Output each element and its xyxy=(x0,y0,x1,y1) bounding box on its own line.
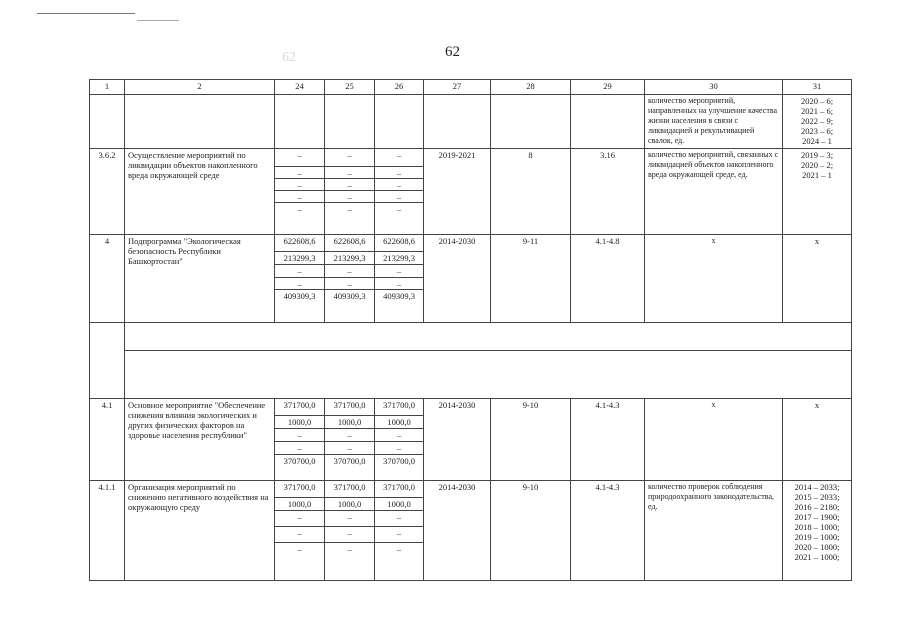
amount-cell-v24 xyxy=(275,95,325,149)
row-number-cell: 4.1.1 xyxy=(90,481,125,581)
amount-subcell: – xyxy=(396,544,402,554)
header-cell: 30 xyxy=(645,80,783,95)
amount-subcell: – xyxy=(275,191,324,203)
amount-sublist xyxy=(325,399,374,469)
amount-subcell: 1000,0 xyxy=(275,416,324,429)
amount-subcell: 213299,3 xyxy=(325,252,374,265)
amount-subcell: – xyxy=(375,191,423,203)
amount-sublist xyxy=(275,149,324,215)
amount-sublist xyxy=(275,235,324,304)
goal-cell: 9-10 xyxy=(491,481,571,581)
row-number-cell: 3.6.2 xyxy=(90,149,125,235)
blank-cell xyxy=(125,351,852,399)
amount-subcell: 371700,0 xyxy=(325,399,374,416)
amount-subcell: 1000,0 xyxy=(275,498,324,511)
amount-subcell: 1000,0 xyxy=(375,498,423,511)
period-cell: 2014-2030 xyxy=(424,481,491,581)
amount-subcell: – xyxy=(375,149,423,167)
indicator-cell: количество проверок соблюдения природоохранного законодательства, ед. xyxy=(645,481,783,581)
amount-subcell: – xyxy=(275,278,324,290)
amount-sublist xyxy=(275,399,324,469)
amount-sublist xyxy=(375,149,423,215)
table-row xyxy=(90,149,852,235)
amount-subcell: – xyxy=(325,265,374,278)
period-cell: 2014-2030 xyxy=(424,399,491,481)
blank-cell xyxy=(90,323,125,399)
amount-subcell: – xyxy=(375,278,423,290)
task-cell: 4.1-4.3 xyxy=(571,399,645,481)
blank-cell xyxy=(125,323,852,351)
row-number-cell xyxy=(90,95,125,149)
goal-cell: 9-11 xyxy=(491,235,571,323)
amount-cell-v24 xyxy=(275,399,325,481)
amount-cell-v26 xyxy=(375,399,424,481)
amount-subcell: 371700,0 xyxy=(275,399,324,416)
amount-subcell: – xyxy=(325,511,374,527)
amount-subcell: – xyxy=(375,511,423,527)
amount-subcell: – xyxy=(325,429,374,442)
bleed-through-page-number: 62 xyxy=(282,50,296,65)
amount-subcell: – xyxy=(347,544,352,554)
amount-sublist xyxy=(325,235,374,304)
amount-subcell: 370700,0 xyxy=(383,456,415,466)
row-name-cell: Подпрограмма "Экологическая безопасность Республики Башкортостан" xyxy=(125,235,275,323)
amount-cell-v24 xyxy=(275,149,325,235)
amount-subcell: – xyxy=(275,511,324,527)
blank-row xyxy=(90,351,852,399)
amount-sublist xyxy=(375,481,423,557)
amount-subcell: 371700,0 xyxy=(325,481,374,498)
header-cell: 25 xyxy=(325,80,375,95)
amount-subcell: – xyxy=(325,191,374,203)
amount-subcell: – xyxy=(325,442,374,455)
amount-subcell: – xyxy=(275,149,324,167)
amount-subcell: 622608,6 xyxy=(375,235,423,252)
table-row xyxy=(90,481,852,581)
amount-subcell: 622608,6 xyxy=(275,235,324,252)
amount-subcell: – xyxy=(297,544,302,554)
amount-subcell: 371700,0 xyxy=(375,399,423,416)
data-table xyxy=(89,79,852,581)
amount-subcell: 622608,6 xyxy=(325,235,374,252)
header-cell: 31 xyxy=(783,80,852,95)
indicator-values-cell: 2019 – 3; 2020 – 2; 2021 – 1 xyxy=(783,149,852,235)
amount-cell-v26 xyxy=(375,235,424,323)
blank-row xyxy=(90,323,852,351)
amount-sublist xyxy=(325,481,374,557)
top-rule xyxy=(37,13,135,14)
row-number-cell: 4 xyxy=(90,235,125,323)
indicator-values-cell: 2014 – 2033; 2015 – 2033; 2016 – 2180; 2017 – 1900; 2018 – 1000; 2019 – 1000; 2020 – 1000; 2021 – 1000; xyxy=(783,481,852,581)
amount-cell-v25 xyxy=(325,235,375,323)
amount-subcell: – xyxy=(375,179,423,191)
task-cell: 4.1-4.8 xyxy=(571,235,645,323)
indicator-cell: x xyxy=(645,235,783,323)
row-name-cell: Основное мероприятие "Обеспечение снижения влияния экологических и других физических факторов на здоровье населения республики" xyxy=(125,399,275,481)
amount-subcell: – xyxy=(275,265,324,278)
amount-subcell: – xyxy=(325,149,374,167)
top-rule-short xyxy=(137,20,179,21)
amount-subcell: – xyxy=(275,442,324,455)
task-cell: 3.16 xyxy=(571,149,645,235)
amount-subcell: – xyxy=(375,167,423,179)
amount-subcell: 409309,3 xyxy=(283,291,316,301)
row-name-cell: Осуществление мероприятий по ликвидации объектов накопленного вреда окружающей среде xyxy=(125,149,275,235)
period-cell: 2019-2021 xyxy=(424,149,491,235)
amount-subcell: – xyxy=(275,429,324,442)
table-row xyxy=(90,95,852,149)
row-name-cell: Организация мероприятий по снижению негативного воздействия на окружающую среду xyxy=(125,481,275,581)
amount-subcell: – xyxy=(347,204,352,214)
amount-sublist xyxy=(375,399,423,469)
amount-cell-v26 xyxy=(375,481,424,581)
amount-subcell: 370700,0 xyxy=(283,456,316,466)
header-cell: 2 xyxy=(125,80,275,95)
amount-cell-v26 xyxy=(375,95,424,149)
amount-subcell: 371700,0 xyxy=(275,481,324,498)
amount-sublist xyxy=(325,149,374,215)
amount-sublist xyxy=(275,481,324,557)
amount-cell-v25 xyxy=(325,481,375,581)
amount-cell-v24 xyxy=(275,235,325,323)
amount-subcell: – xyxy=(297,204,302,214)
amount-cell-v25 xyxy=(325,149,375,235)
amount-subcell: – xyxy=(325,527,374,543)
indicator-cell: количество мероприятий, направленных на улучшение качества жизни населения в связи с ликвидацией и рекультивацией свалок, ед. xyxy=(645,95,783,149)
amount-cell-v25 xyxy=(325,399,375,481)
page-number: 62 xyxy=(445,44,460,60)
amount-subcell: 213299,3 xyxy=(375,252,423,265)
amount-subcell: – xyxy=(375,429,423,442)
amount-subcell: 370700,0 xyxy=(333,456,366,466)
amount-subcell: – xyxy=(375,527,423,543)
amount-cell-v24 xyxy=(275,481,325,581)
header-cell: 27 xyxy=(424,80,491,95)
period-cell xyxy=(424,95,491,149)
table-row xyxy=(90,399,852,481)
goal-cell: 8 xyxy=(491,149,571,235)
indicator-cell: x xyxy=(645,399,783,481)
amount-subcell: 409309,3 xyxy=(333,291,366,301)
amount-subcell: 409309,3 xyxy=(383,291,415,301)
header-cell: 26 xyxy=(375,80,424,95)
amount-subcell: – xyxy=(275,527,324,543)
amount-cell-v26 xyxy=(375,149,424,235)
amount-sublist xyxy=(375,235,423,304)
table-row xyxy=(90,235,852,323)
indicator-cell: количество мероприятий, связанных с ликвидацией объектов накопленного вреда окружающей среде, ед. xyxy=(645,149,783,235)
header-cell: 29 xyxy=(571,80,645,95)
amount-subcell: 1000,0 xyxy=(375,416,423,429)
goal-cell: 9-10 xyxy=(491,399,571,481)
amount-subcell: – xyxy=(396,204,402,214)
indicator-values-cell: 2020 – 6; 2021 – 6; 2022 – 9; 2023 – 6; 2024 – 1 xyxy=(783,95,852,149)
amount-subcell: 1000,0 xyxy=(325,416,374,429)
amount-subcell: – xyxy=(375,265,423,278)
row-number-cell: 4.1 xyxy=(90,399,125,481)
period-cell: 2014-2030 xyxy=(424,235,491,323)
header-cell: 1 xyxy=(90,80,125,95)
task-cell xyxy=(571,95,645,149)
amount-subcell: – xyxy=(325,167,374,179)
goal-cell xyxy=(491,95,571,149)
task-cell: 4.1-4.3 xyxy=(571,481,645,581)
header-cell: 28 xyxy=(491,80,571,95)
amount-subcell: – xyxy=(325,278,374,290)
amount-subcell: 213299,3 xyxy=(275,252,324,265)
indicator-values-cell: x xyxy=(783,399,852,481)
header-cell: 24 xyxy=(275,80,325,95)
amount-subcell: 1000,0 xyxy=(325,498,374,511)
amount-subcell: 371700,0 xyxy=(375,481,423,498)
indicator-values-cell: x xyxy=(783,235,852,323)
header-row xyxy=(90,80,852,95)
amount-subcell: – xyxy=(375,442,423,455)
amount-subcell: – xyxy=(325,179,374,191)
row-name-cell xyxy=(125,95,275,149)
amount-cell-v25 xyxy=(325,95,375,149)
amount-subcell: – xyxy=(275,179,324,191)
amount-subcell: – xyxy=(275,167,324,179)
